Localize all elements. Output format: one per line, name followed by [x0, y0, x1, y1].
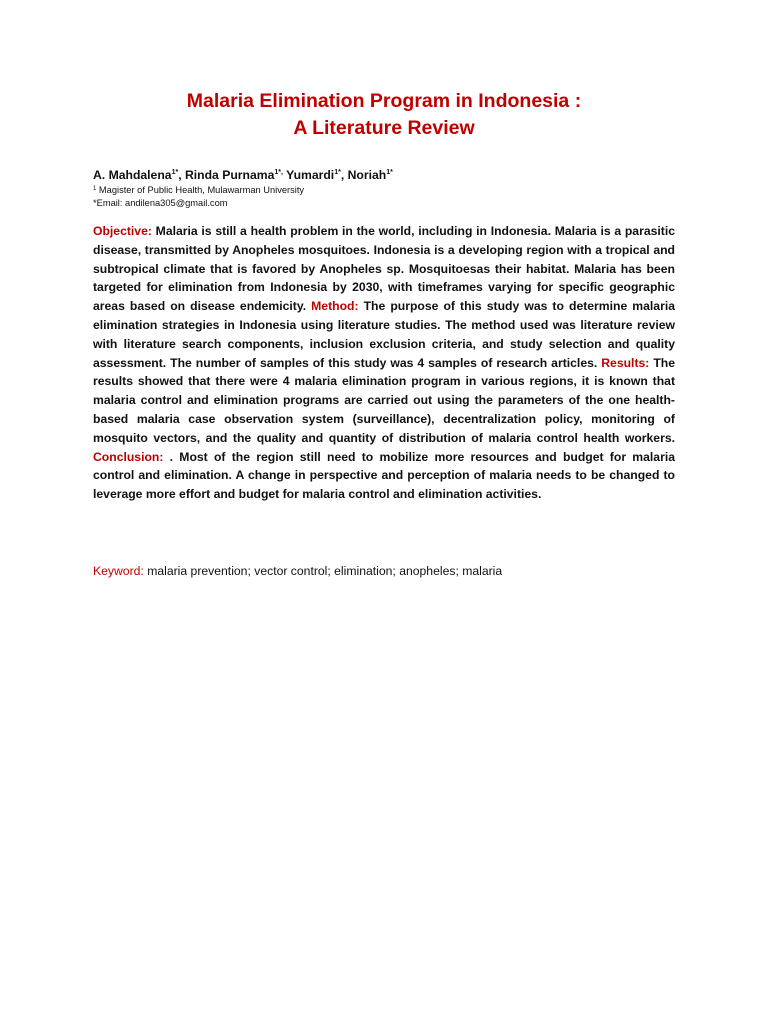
- keyword-label: Keyword:: [93, 564, 144, 578]
- author-separator: ,: [178, 168, 185, 182]
- author-name: Rinda Purnama: [184, 168, 275, 182]
- author-name: Yumardi: [286, 168, 335, 182]
- author-superscript: 1*: [334, 169, 341, 176]
- author-superscript: 1*: [171, 169, 179, 176]
- paper-title-line-2: A Literature Review: [293, 117, 475, 139]
- results-text: The results showed that there were 4 malaria elimination program in various regions, it is known that malaria control and elimination programs are carried out using the parameters of the one health-based malaria case observation system (surveillance), decentralization policy, monitoring of mosquito vectors, and the quality and quantity of distribution of malaria control health workers.: [93, 355, 675, 445]
- author-name: A. Mahdalena: [93, 168, 172, 182]
- method-label: Method:: [311, 299, 359, 314]
- author-name: Noriah: [347, 168, 387, 182]
- abstract: [93, 222, 675, 504]
- paper-title: [93, 88, 675, 142]
- objective-label: Objective:: [93, 224, 152, 238]
- author-superscript: 1*,: [274, 169, 283, 176]
- keyword-text: malaria prevention; vector control; elimination; anopheles; malaria: [143, 564, 503, 578]
- author-list: [93, 167, 675, 183]
- keywords: [93, 562, 675, 580]
- results-label: Results:: [601, 355, 650, 370]
- method-text: The purpose of this study was to determine malaria elimination strategies in Indonesia using literature studies. The method used was literature review with literature search components, inclusion exclusion criteria, and study selection and quality assessment. The number of samples of this study was 4 samples of research articles.: [93, 299, 675, 370]
- corresponding-email: *Email: andilena305@gmail.com: [93, 198, 228, 208]
- author-superscript: 1*: [386, 169, 393, 176]
- author-separator: ,: [340, 168, 348, 182]
- objective-text: Malaria is still a health problem in the world, including in Indonesia. Malaria is a parasitic disease, transmitted by Anopheles mosquitoes. Indonesia is a developing region with a tropical and subtropical climate that is favored by Anopheles sp. Mosquitoesas their habitat. Malaria has been targeted for elimination from Indonesia by 2030, with timeframes varying for specific geographic areas based on disease endemicity.: [93, 224, 675, 314]
- conclusion-text: . Most of the region still need to mobilize more resources and budget for malaria control and elimination. A change in perspective and perception of malaria needs to be changed to leverage more effort and budget for malaria control and elimination activities.: [93, 449, 675, 502]
- affiliation-superscript: 1: [93, 186, 97, 192]
- paper-title-line-1: Malaria Elimination Program in Indonesia :: [186, 90, 582, 112]
- affiliation-text: Magister of Public Health, Mulawarman University: [96, 185, 305, 195]
- affiliation: [93, 184, 675, 197]
- conclusion-label: Conclusion:: [93, 449, 164, 464]
